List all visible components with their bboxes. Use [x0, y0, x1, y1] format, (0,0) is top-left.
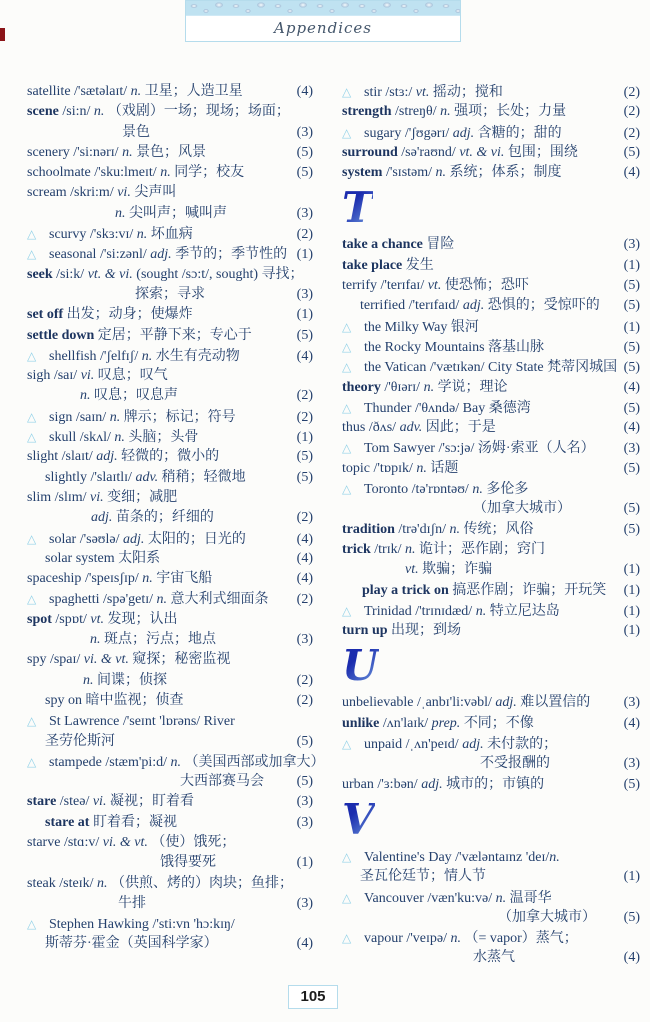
unit-number: (1)	[296, 430, 313, 446]
dict-entry-line	[27, 488, 313, 508]
unit-number: (5)	[623, 144, 640, 160]
entry-text: vt. 欺骗；诈骗	[405, 562, 493, 578]
triangle-marker-icon: △	[342, 441, 352, 456]
entry-text: n. 叹息；叹息声	[80, 388, 178, 404]
dict-entry-line	[27, 529, 313, 549]
dict-entry-line	[27, 874, 313, 894]
dict-entry-line	[27, 123, 313, 143]
entry-text: seek /si:k/ vt. & vi. (sought /sɔ:t/, sought) 寻找；	[27, 266, 304, 282]
unit-number: (1)	[623, 623, 640, 639]
dict-entry-line	[342, 276, 640, 296]
dict-entry-line	[342, 621, 640, 641]
dict-entry-line	[342, 775, 640, 795]
entry-text: 大西部赛马会	[180, 774, 264, 790]
dict-entry-line	[342, 378, 640, 398]
unit-number: (5)	[623, 521, 640, 537]
dict-entry-line	[27, 914, 313, 934]
section-letter-glyph: U	[342, 641, 379, 691]
dict-entry-line	[27, 894, 313, 914]
unit-number: (5)	[623, 776, 640, 792]
dict-entry-line	[27, 772, 313, 792]
unit-number: (3)	[296, 814, 313, 830]
entry-text: （加拿大城市）	[498, 909, 596, 925]
entry-text: sigh /saɪ/ vi. 叹息；叹气	[27, 368, 168, 384]
triangle-marker-icon: △	[342, 890, 352, 905]
entry-text: starve /stɑ:v/ vi. & vt. （使）饿死；	[27, 834, 236, 850]
dict-entry-line	[27, 224, 313, 244]
dict-entry-line	[342, 908, 640, 928]
triangle-marker-icon: △	[342, 737, 352, 752]
dict-entry-line	[342, 714, 640, 734]
entry-text: scenery /'si:nərɪ/ n. 景色；风景	[27, 144, 207, 160]
entry-text: n. 斑点；污点；地点	[90, 632, 216, 648]
entry-text: schoolmate /'sku:lmeɪt/ n. 同学；校友	[27, 165, 245, 181]
entry-text: Tom Sawyer /'sɔ:jə/ 汤姆·索亚（人名）	[364, 441, 595, 457]
dict-entry-line	[342, 398, 640, 418]
unit-number: (4)	[623, 420, 640, 436]
triangle-marker-icon: △	[27, 430, 37, 445]
entry-text: 圣劳伦斯河	[45, 733, 115, 749]
dict-entry-line	[27, 792, 313, 812]
unit-number: (1)	[623, 319, 640, 335]
dict-entry-line	[342, 693, 640, 713]
unit-number: (2)	[296, 510, 313, 526]
entry-text: Trinidad /'trɪnɪdæd/ n. 特立尼达岛	[364, 603, 560, 619]
dict-entry-line	[27, 549, 313, 569]
entry-text: take place 发生	[342, 257, 434, 273]
entry-text: seasonal /'si:zənl/ adj. 季节的；季节性的	[49, 247, 288, 263]
dict-entry-line	[27, 447, 313, 467]
triangle-marker-icon: △	[342, 482, 352, 497]
dict-entry-line	[27, 427, 313, 447]
header-title: Appendices	[274, 19, 372, 37]
entry-text: 圣瓦伦廷节；情人节	[360, 869, 486, 885]
entry-text: 牛排	[118, 895, 146, 911]
dict-entry-line	[342, 317, 640, 337]
entry-text: Stephen Hawking /'sti:vn 'hɔ:kɪŋ/	[49, 917, 235, 933]
entry-text: stir /stɜ:/ vt. 摇动；搅和	[364, 85, 503, 100]
dict-entry-line	[342, 357, 640, 377]
water-droplets-banner-image	[186, 1, 460, 16]
unit-number: (3)	[623, 237, 640, 253]
dict-entry-line	[342, 337, 640, 357]
entry-text: thus /ðʌs/ adv. 因此；于是	[342, 420, 496, 436]
unit-number: (5)	[296, 165, 313, 181]
unit-number: (5)	[296, 449, 313, 465]
unit-number: (4)	[296, 550, 313, 566]
entry-text: spot /spɒt/ vt. 发现；认出	[27, 611, 178, 627]
entry-text: slim /slɪm/ vi. 变细；减肥	[27, 489, 178, 505]
entry-text: settle down 定居；平静下来；专心于	[27, 327, 252, 343]
entry-text: n. 尖叫声；喊叫声	[115, 205, 227, 221]
unit-number: (2)	[623, 104, 640, 120]
entry-text: system /'sɪstəm/ n. 系统；体系；制度	[342, 165, 562, 181]
unit-number: (4)	[296, 348, 313, 364]
right-column	[342, 82, 640, 969]
unit-number: (5)	[623, 501, 640, 517]
dict-entry-line	[27, 183, 313, 203]
entry-text: scene /si:n/ n. （戏剧）一场；现场；场面；	[27, 104, 290, 120]
triangle-marker-icon: △	[342, 400, 352, 415]
unit-number: (3)	[623, 441, 640, 457]
unit-number: (2)	[296, 592, 313, 608]
dict-entry-line	[27, 163, 313, 183]
dict-entry-line	[342, 296, 640, 316]
dict-entry-line	[27, 102, 313, 122]
entry-text: skull /skʌl/ n. 头脑；头骨	[49, 430, 199, 446]
unit-number: (5)	[296, 774, 313, 790]
unit-number: (4)	[296, 531, 313, 547]
unit-number: (1)	[296, 307, 313, 323]
print-registration-mark	[0, 28, 5, 41]
unit-number: (4)	[623, 950, 640, 966]
dict-entry-line	[27, 630, 313, 650]
dict-entry-line	[342, 888, 640, 908]
entry-text: the Vatican /'vætɪkən/ City State 梵蒂冈城国	[364, 360, 618, 376]
triangle-marker-icon: △	[27, 754, 37, 769]
triangle-marker-icon: △	[27, 348, 37, 363]
entry-text: （加拿大城市）	[473, 501, 571, 517]
dict-entry-line	[27, 813, 313, 833]
unit-number: (4)	[296, 571, 313, 587]
unit-number: (1)	[296, 247, 313, 263]
dict-entry-line	[342, 123, 640, 143]
unit-number: (4)	[623, 715, 640, 731]
entry-text: spaceship /'speɪsʃɪp/ n. 宇宙飞船	[27, 571, 213, 587]
dict-entry-line	[27, 508, 313, 528]
entry-text: sugary /'ʃʊgərɪ/ adj. 含糖的；甜的	[364, 125, 562, 141]
triangle-marker-icon: △	[27, 714, 37, 729]
entry-text: scurvy /'skɜ:vɪ/ n. 坏血病	[49, 227, 193, 243]
dict-entry-line	[27, 204, 313, 224]
dict-entry-line	[342, 847, 640, 867]
dict-entry-line	[27, 143, 313, 163]
dict-entry-line	[27, 468, 313, 488]
dict-entry-line	[27, 386, 313, 406]
dict-entry-line	[27, 732, 313, 752]
unit-number: (1)	[623, 562, 640, 578]
entry-text: shellfish /'ʃelfɪʃ/ n. 水生有壳动物	[49, 348, 240, 364]
dict-entry-line	[27, 752, 325, 772]
dict-entry-line	[342, 143, 640, 163]
section-letter-t	[342, 183, 640, 235]
unit-number: (5)	[623, 460, 640, 476]
dict-entry-line	[342, 102, 640, 122]
dict-entry-line	[27, 691, 313, 711]
dict-entry-line	[342, 928, 640, 948]
dict-entry-line	[27, 244, 313, 264]
entry-text: solar system 太阳系	[45, 550, 161, 566]
unit-number: (2)	[296, 672, 313, 688]
entry-text: surround /sə'raʊnd/ vt. & vi. 包围；围绕	[342, 144, 578, 160]
dict-entry-line	[342, 581, 640, 601]
dict-entry-line	[342, 459, 640, 479]
page-number-box	[288, 985, 338, 1009]
triangle-marker-icon: △	[342, 931, 352, 946]
dict-entry-line	[27, 833, 313, 853]
triangle-marker-icon: △	[27, 227, 37, 242]
dict-entry-line	[27, 650, 313, 670]
entry-text: theory /'θɪərɪ/ n. 学说；理论	[342, 379, 508, 395]
entry-text: Vancouver /væn'ku:və/ n. 温哥华	[364, 890, 552, 906]
dict-entry-line	[27, 265, 313, 285]
triangle-marker-icon: △	[27, 247, 37, 262]
entry-text: unbelievable /ˌanbɪ'li:vəbl/ adj. 难以置信的	[342, 695, 591, 711]
dict-entry-line	[27, 285, 313, 305]
dict-entry-line	[342, 601, 640, 621]
entry-text: slight /slaɪt/ adj. 轻微的；微小的	[27, 449, 220, 465]
entry-text: Thunder /'θʌndə/ Bay 桑德湾	[364, 400, 531, 416]
entry-text: play a trick on 搞恶作剧；诈骗；开玩笑	[362, 582, 607, 598]
dict-entry-line	[342, 499, 640, 519]
dict-entry-line	[27, 853, 313, 873]
dict-entry-line	[342, 438, 640, 458]
dict-entry-line	[27, 82, 313, 102]
entry-text: St Lawrence /'seɪnt 'lɒrəns/ River	[49, 714, 235, 730]
unit-number: (1)	[623, 582, 640, 598]
dict-entry-line	[27, 711, 313, 731]
dict-entry-line	[342, 948, 640, 968]
unit-number: (2)	[623, 85, 640, 100]
entry-text: vapour /'veɪpə/ n. （= vapor）蒸气；	[364, 931, 578, 947]
dict-entry-line	[27, 934, 313, 954]
unit-number: (1)	[623, 257, 640, 273]
entry-text: spaghetti /spə'getɪ/ n. 意大利式细面条	[49, 592, 269, 608]
dict-entry-line	[27, 569, 313, 589]
entry-text: stampede /stæm'pi:d/ n. （美国西部或加拿大）	[49, 754, 325, 770]
unit-number: (5)	[296, 469, 313, 485]
dict-entry-line	[27, 326, 313, 346]
unit-number: (5)	[623, 339, 640, 355]
entry-text: n. 间谍；侦探	[83, 672, 167, 688]
dict-entry-line	[342, 867, 640, 887]
dict-entry-line	[342, 540, 640, 560]
unit-number: (5)	[623, 360, 640, 376]
triangle-marker-icon: △	[342, 125, 352, 140]
unit-number: (3)	[296, 205, 313, 221]
entry-text: steak /steɪk/ n. （供煎、烤的）肉块；鱼排；	[27, 875, 293, 891]
section-letter-glyph: V	[342, 794, 375, 844]
page-number: 105	[300, 988, 326, 1005]
dict-entry-line	[342, 256, 640, 276]
unit-number: (3)	[296, 286, 313, 302]
entry-text: adj. 苗条的；纤细的	[91, 510, 214, 526]
unit-number: (3)	[296, 895, 313, 911]
dict-entry-line	[27, 346, 313, 366]
entry-text: terrified /'terɪfaɪd/ adj. 恐惧的；受惊吓的	[360, 298, 600, 314]
unit-number: (2)	[296, 692, 313, 708]
entry-text: Valentine's Day /'væləntaɪnz 'deɪ/n.	[364, 849, 560, 865]
entry-text: stare at 盯着看；凝视	[45, 814, 177, 830]
dict-entry-line	[27, 366, 313, 386]
unit-number: (5)	[623, 298, 640, 314]
entry-text: scream /skri:m/ vi. 尖声叫	[27, 185, 177, 201]
entry-text: the Rocky Mountains 落基山脉	[364, 339, 545, 355]
dict-entry-line	[27, 610, 313, 630]
entry-text: unlike /ʌn'laɪk/ prep. 不同；不像	[342, 715, 534, 731]
unit-number: (3)	[623, 756, 640, 772]
dict-entry-line	[342, 560, 640, 580]
entry-text: the Milky Way 银河	[364, 319, 479, 335]
entry-text: unpaid /ˌʌn'peɪd/ adj. 未付款的；	[364, 737, 558, 753]
unit-number: (4)	[296, 84, 313, 99]
unit-number: (3)	[296, 794, 313, 810]
entry-text: 饿得要死	[160, 855, 216, 871]
triangle-marker-icon: △	[27, 531, 37, 546]
triangle-marker-icon: △	[342, 360, 352, 375]
entry-text: spy on 暗中监视；侦查	[45, 692, 184, 708]
entry-text: urban /'ɜ:bən/ adj. 城市的；市镇的	[342, 776, 545, 792]
entry-text: 水蒸气	[473, 950, 515, 966]
section-letter-v	[342, 795, 640, 847]
unit-number: (4)	[296, 936, 313, 952]
triangle-marker-icon: △	[27, 917, 37, 932]
dict-entry-line	[342, 235, 640, 255]
dict-entry-line	[27, 589, 313, 609]
entry-text: spy /spaɪ/ vi. & vt. 窥探；秘密监视	[27, 652, 231, 668]
entry-text: sign /saɪn/ n. 牌示；标记；符号	[49, 409, 236, 425]
unit-number: (3)	[623, 695, 640, 711]
section-letter-glyph: T	[342, 183, 374, 233]
section-letter-u	[342, 641, 640, 693]
unit-number: (3)	[296, 124, 313, 140]
triangle-marker-icon: △	[27, 409, 37, 424]
dict-entry-line	[342, 163, 640, 183]
unit-number: (2)	[623, 125, 640, 141]
unit-number: (4)	[623, 379, 640, 395]
triangle-marker-icon: △	[342, 849, 352, 864]
entry-text: 不受报酬的	[480, 756, 550, 772]
unit-number: (5)	[296, 733, 313, 749]
entry-text: strength /streŋθ/ n. 强项；长处；力量	[342, 104, 567, 120]
dict-entry-line	[342, 82, 640, 102]
unit-number: (5)	[623, 400, 640, 416]
unit-number: (2)	[296, 227, 313, 243]
unit-number: (4)	[623, 165, 640, 181]
unit-number: (2)	[296, 409, 313, 425]
entry-text: topic /'tɒpɪk/ n. 话题	[342, 460, 459, 476]
entry-text: tradition /trə'dɪʃn/ n. 传统；风俗	[342, 521, 534, 537]
unit-number: (1)	[623, 869, 640, 885]
dict-entry-line	[27, 671, 313, 691]
entry-text: slightly /'slaɪtlɪ/ adv. 稍稍；轻微地	[45, 469, 246, 485]
dict-entry-line	[342, 754, 640, 774]
entry-text: take a chance 冒险	[342, 237, 455, 253]
unit-number: (5)	[296, 327, 313, 343]
unit-number: (1)	[296, 855, 313, 871]
entry-text: 景色	[122, 124, 150, 140]
entry-text: 探索；寻求	[135, 286, 205, 302]
triangle-marker-icon: △	[342, 85, 352, 99]
entry-text: solar /'səʊlə/ adj. 太阳的；日光的	[49, 531, 246, 547]
entry-text: stare /steə/ vi. 凝视；盯着看	[27, 794, 194, 810]
dict-entry-line	[342, 418, 640, 438]
entry-text: terrify /'terɪfaɪ/ vt. 使恐怖；恐吓	[342, 278, 529, 294]
triangle-marker-icon: △	[342, 603, 352, 618]
dict-entry-line	[342, 479, 640, 499]
left-column	[27, 82, 325, 955]
unit-number: (5)	[623, 278, 640, 294]
unit-number: (5)	[623, 909, 640, 925]
entry-text: 斯蒂芬·霍金（英国科学家）	[45, 936, 218, 952]
dict-entry-line	[342, 520, 640, 540]
dict-entry-line	[27, 305, 313, 325]
unit-number: (3)	[296, 632, 313, 648]
entry-text: turn up 出现；到场	[342, 623, 462, 639]
entry-text: satellite /'sætəlaɪt/ n. 卫星；人造卫星	[27, 84, 243, 99]
triangle-marker-icon: △	[27, 592, 37, 607]
entry-text: Toronto /tə'rɒntəʊ/ n. 多伦多	[364, 482, 529, 498]
unit-number: (2)	[296, 388, 313, 404]
entry-text: set off 出发；动身；使爆炸	[27, 307, 193, 323]
entry-text: trick /trɪk/ n. 诡计；恶作剧；窍门	[342, 541, 545, 557]
dict-entry-line	[27, 407, 313, 427]
unit-number: (5)	[296, 144, 313, 160]
triangle-marker-icon: △	[342, 339, 352, 354]
triangle-marker-icon: △	[342, 319, 352, 334]
dict-entry-line	[342, 734, 640, 754]
appendices-header	[185, 0, 461, 42]
unit-number: (1)	[623, 603, 640, 619]
